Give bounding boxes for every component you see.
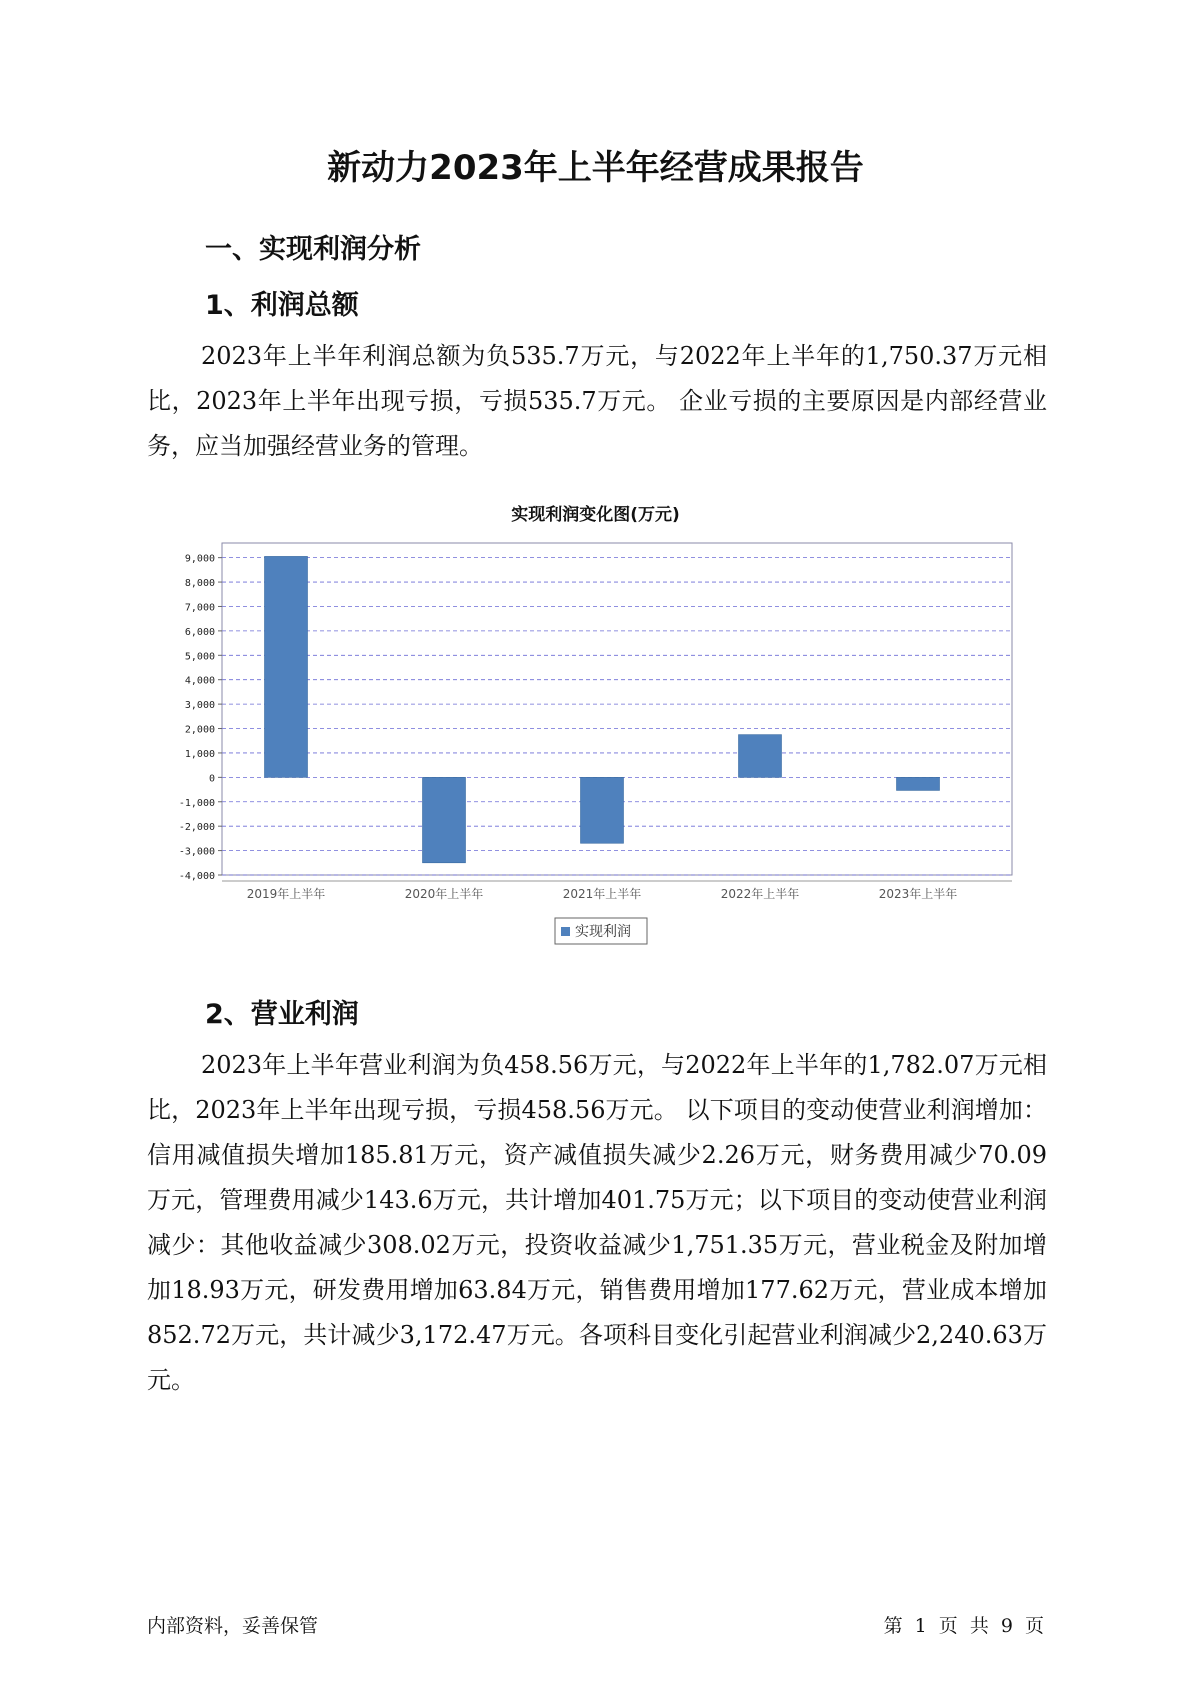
bar — [897, 777, 940, 790]
x-tick-label: 2019年上半年 — [246, 887, 326, 901]
bar — [423, 777, 466, 862]
operating-profit-paragraph: 2023年上半年营业利润为负458.56万元，与2022年上半年的1,782.07万元相比，2023年上半年出现亏损，亏损458.56万元。 以下项目的变动使营业利润增加：信用减值损失增加185.81万元，资产减值损失减少2.26万元，财务费用减少70.09万元，管理费用减少143.6万元，共计增加401.75万元；以下项目的变动使营业利润减少：其他收益减少308.02万元，投资收益减少1,751.35万元，营业税金及附加增加18.93万元，研发费用增加63.84万元，销售费用增加177.62万元，营业成本增加852.72万元，共计减少3,172.47万元。各项科目变化引起营业利润减少2,240.63万元。 — [147, 1051, 1047, 1394]
y-tick-label: 5,000 — [184, 651, 215, 663]
section-heading-profit-analysis: 一、实现利润分析 — [205, 234, 421, 265]
y-tick-label: 0 — [208, 773, 215, 785]
legend-swatch — [561, 927, 570, 936]
y-tick-label: -1,000 — [178, 797, 215, 809]
subsection-heading-operating-profit: 2、营业利润 — [205, 999, 359, 1030]
y-tick-label: 4,000 — [184, 675, 215, 687]
bar — [739, 735, 782, 778]
document-title: 新动力2023年上半年经营成果报告 — [327, 148, 864, 188]
y-tick-label: 8,000 — [184, 578, 215, 590]
footer-confidential-note: 内部资料，妥善保管 — [147, 1615, 319, 1637]
footer-page-number: 第 1 页 共 9 页 — [883, 1615, 1044, 1637]
bar — [581, 777, 624, 843]
subsection-heading-total-profit: 1、利润总额 — [205, 290, 359, 321]
y-tick-label: -4,000 — [178, 871, 215, 882]
total-profit-paragraph: 2023年上半年利润总额为负535.7万元，与2022年上半年的1,750.37万元相比，2023年上半年出现亏损，亏损535.7万元。 企业亏损的主要原因是内部经营业务，应当加强经营业务的管理。 — [147, 342, 1047, 460]
y-tick-label: -3,000 — [178, 846, 215, 858]
x-tick-label: 2020年上半年 — [404, 887, 484, 901]
y-tick-label: 1,000 — [184, 748, 215, 760]
y-tick-label: 9,000 — [184, 553, 215, 565]
y-tick-label: 3,000 — [184, 700, 215, 712]
x-tick-label: 2021年上半年 — [562, 887, 642, 901]
chart-title: 实现利润变化图(万元) — [511, 505, 680, 525]
x-tick-label: 2022年上半年 — [720, 887, 800, 901]
y-tick-label: 7,000 — [184, 602, 215, 614]
x-tick-label: 2023年上半年 — [878, 887, 958, 901]
legend-label: 实现利润 — [575, 924, 631, 940]
y-tick-label: 6,000 — [184, 626, 215, 638]
bar — [265, 556, 308, 777]
y-tick-label: -2,000 — [178, 822, 215, 834]
y-tick-label: 2,000 — [184, 724, 215, 736]
